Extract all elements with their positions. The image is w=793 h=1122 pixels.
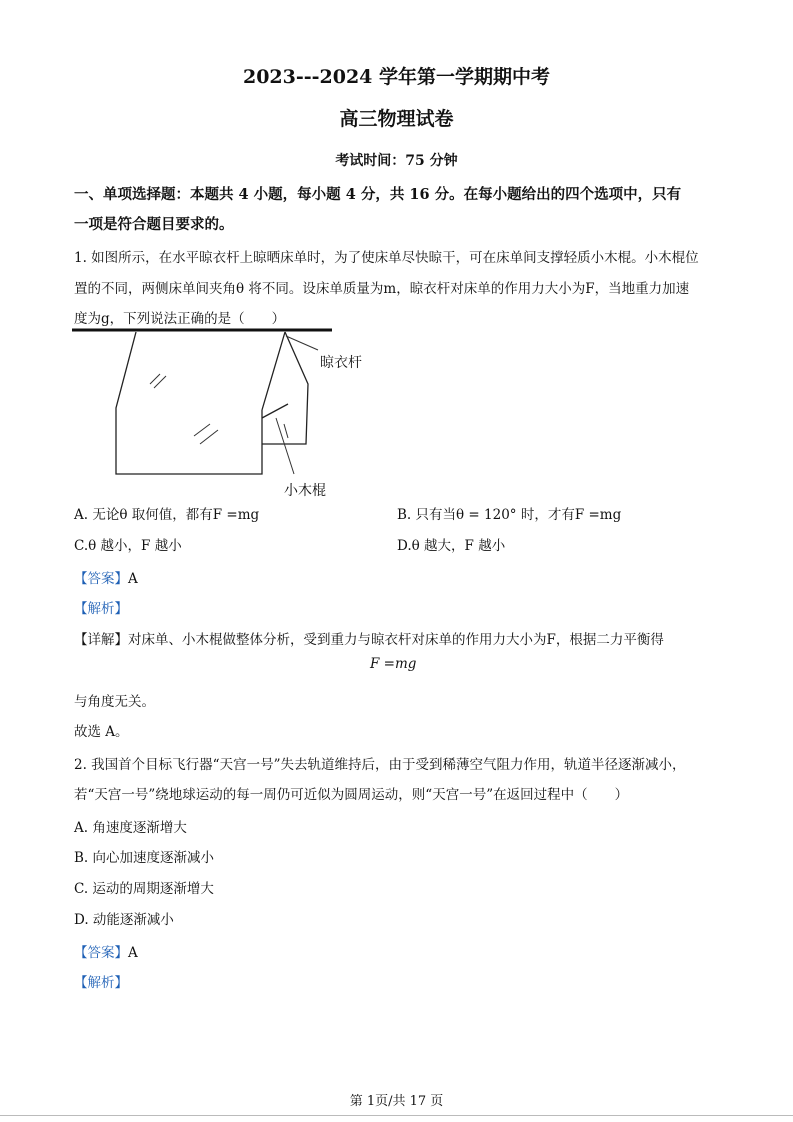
q1-option-a: A. 无论θ 取何值，都有F =mg — [74, 507, 260, 523]
exam-title: 2023---2024 学年第一学期期中考 — [242, 66, 551, 88]
label-clothes-pole: 晾衣杆 — [320, 355, 362, 371]
q1-option-d: D.θ 越大，F 越小 — [397, 538, 506, 554]
section-heading-line2: 一项是符合题目要求的。 — [74, 216, 234, 233]
detail-text: 对床单、小木棍做整体分析，受到重力与晾衣杆对床单的作用力大小为F，根据二力平衡得 — [128, 632, 664, 648]
q1-stem-line2: 置的不同，两侧床单间夹角θ 将不同。设床单质量为m，晾衣杆对床单的作用力大小为F，当地重力加速 — [74, 281, 690, 297]
q1-option-b: B. 只有当θ = 120° 时，才有F =mg — [397, 507, 622, 523]
q2-stem-line2: 若“天宫一号”绕地球运动的每一周仍可近似为圆周运动，则“天宫一号”在返回过程中（ ） — [74, 787, 629, 803]
q1-stem-line1: 1. 如图所示，在水平晾衣杆上晾晒床单时，为了使床单尽快晾干，可在床单间支撑轻质小木棍。小木棍位 — [74, 250, 699, 266]
answer-tag: 【答案】 — [74, 945, 128, 961]
label-small-stick: 小木棍 — [284, 483, 326, 499]
q1-answer — [74, 567, 138, 587]
q2-stem-line1: 2. 我国首个目标飞行器“天宫一号”失去轨道维持后，由于受到稀薄空气阻力作用，轨道半径逐渐减小， — [74, 757, 686, 773]
q1-analysis-tag: 【解析】 — [74, 601, 128, 617]
answer-tag: 【答案】 — [74, 571, 128, 587]
q2-option-c: C. 运动的周期逐渐增大 — [74, 881, 214, 897]
answer-value: A — [128, 571, 138, 587]
q1-detail — [74, 628, 664, 648]
q1-conclusion1: 与角度无关。 — [74, 694, 155, 710]
sheet-mark — [194, 424, 218, 444]
q2-analysis-tag: 【解析】 — [74, 975, 128, 991]
page-number: 第 1页/共 17 页 — [349, 1094, 444, 1109]
q2-option-a: A. 角速度逐渐增大 — [74, 820, 187, 836]
q2-answer — [74, 941, 138, 961]
small-stick — [262, 404, 288, 418]
q1-conclusion2: 故选 A。 — [74, 724, 129, 740]
sheet-mark — [284, 424, 288, 438]
section-heading-line1: 一、单项选择题：本题共 4 小题，每小题 4 分，共 16 分。在每小题给出的四个选项中，只有 — [74, 186, 682, 203]
detail-tag: 【详解】 — [74, 632, 128, 648]
answer-value: A — [128, 945, 138, 961]
exam-time: 考试时间：75 分钟 — [335, 153, 458, 169]
exam-subtitle: 高三物理试卷 — [339, 108, 454, 130]
q1-option-c: C.θ 越小，F 越小 — [74, 538, 182, 554]
sheet-mark — [150, 374, 166, 388]
footer-rule — [0, 1115, 793, 1116]
q1-figure — [70, 324, 380, 504]
sheet-outline-left — [116, 332, 285, 474]
q2-option-d: D. 动能逐渐减小 — [74, 912, 174, 928]
q1-equation: F =mg — [370, 656, 417, 672]
pole-leader-line — [286, 336, 318, 350]
q1-stem-line3: 度为g，下列说法正确的是（ ） — [74, 311, 286, 327]
q2-option-b: B. 向心加速度逐渐减小 — [74, 850, 215, 866]
